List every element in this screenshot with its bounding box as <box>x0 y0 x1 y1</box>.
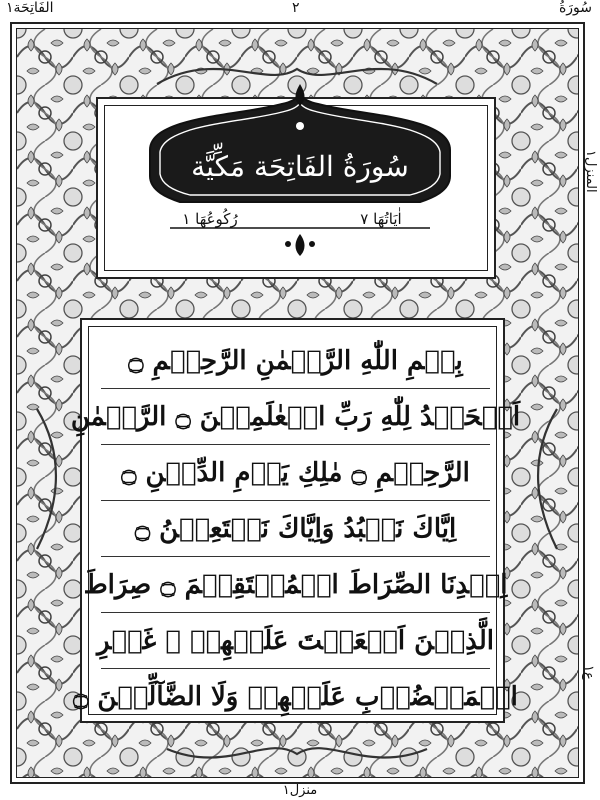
margin-manzil-marker: المنزل١ <box>583 150 598 193</box>
verse-line-5: اِهۡدِنَا الصِّرَاطَ الۡمُسۡتَقِيۡمَ ۝ صِرَاطَ <box>101 557 490 613</box>
verses-panel <box>70 318 521 723</box>
surah-title: سُورَةُ الفَاتِحَة مَكِّيَّة <box>191 150 409 183</box>
header-surah-name: الفَاتِحَة١ <box>6 0 54 16</box>
verse-line-4: اِيَّاكَ نَعۡبُدُ وَاِيَّاكَ نَسۡتَعِيۡنُ ۝ <box>101 501 490 557</box>
verse-line-1: بِسۡمِ اللّٰهِ الرَّحۡمٰنِ الرَّحِيۡمِ ۝ <box>101 333 490 389</box>
verse-line-7: الۡمَغۡضُوۡبِ عَلَيۡهِمۡ وَلَا الضَّآلِّيۡنَ ۝ <box>73 682 518 712</box>
header-surah-label: سُورَةُ <box>558 0 592 16</box>
verse-line-2: اَلۡحَمۡدُ لِلّٰهِ رَبِّ الۡعٰلَمِيۡنَ ۝ الرَّحۡمٰنِ <box>101 389 490 445</box>
ruku-count: رُكُوعُهَا ١ <box>182 210 238 228</box>
footer-manzil: منزل١ <box>282 783 318 798</box>
verse-line-3: الرَّحِيۡمِ ۝ مٰلِكِ يَوۡمِ الدِّيۡنِ ۝ <box>101 445 490 501</box>
verse-line-6: الَّذِيۡنَ اَنۡعَمۡتَ عَلَيۡهِمۡ ۙ غَيۡرِ <box>101 613 490 669</box>
ayat-count: اٰيَاتُهَا ٧ <box>360 210 402 228</box>
page-number: ٢ <box>292 0 300 16</box>
margin-ruku-marker: ع١ <box>581 665 596 680</box>
verses-inner-border <box>70 326 521 715</box>
